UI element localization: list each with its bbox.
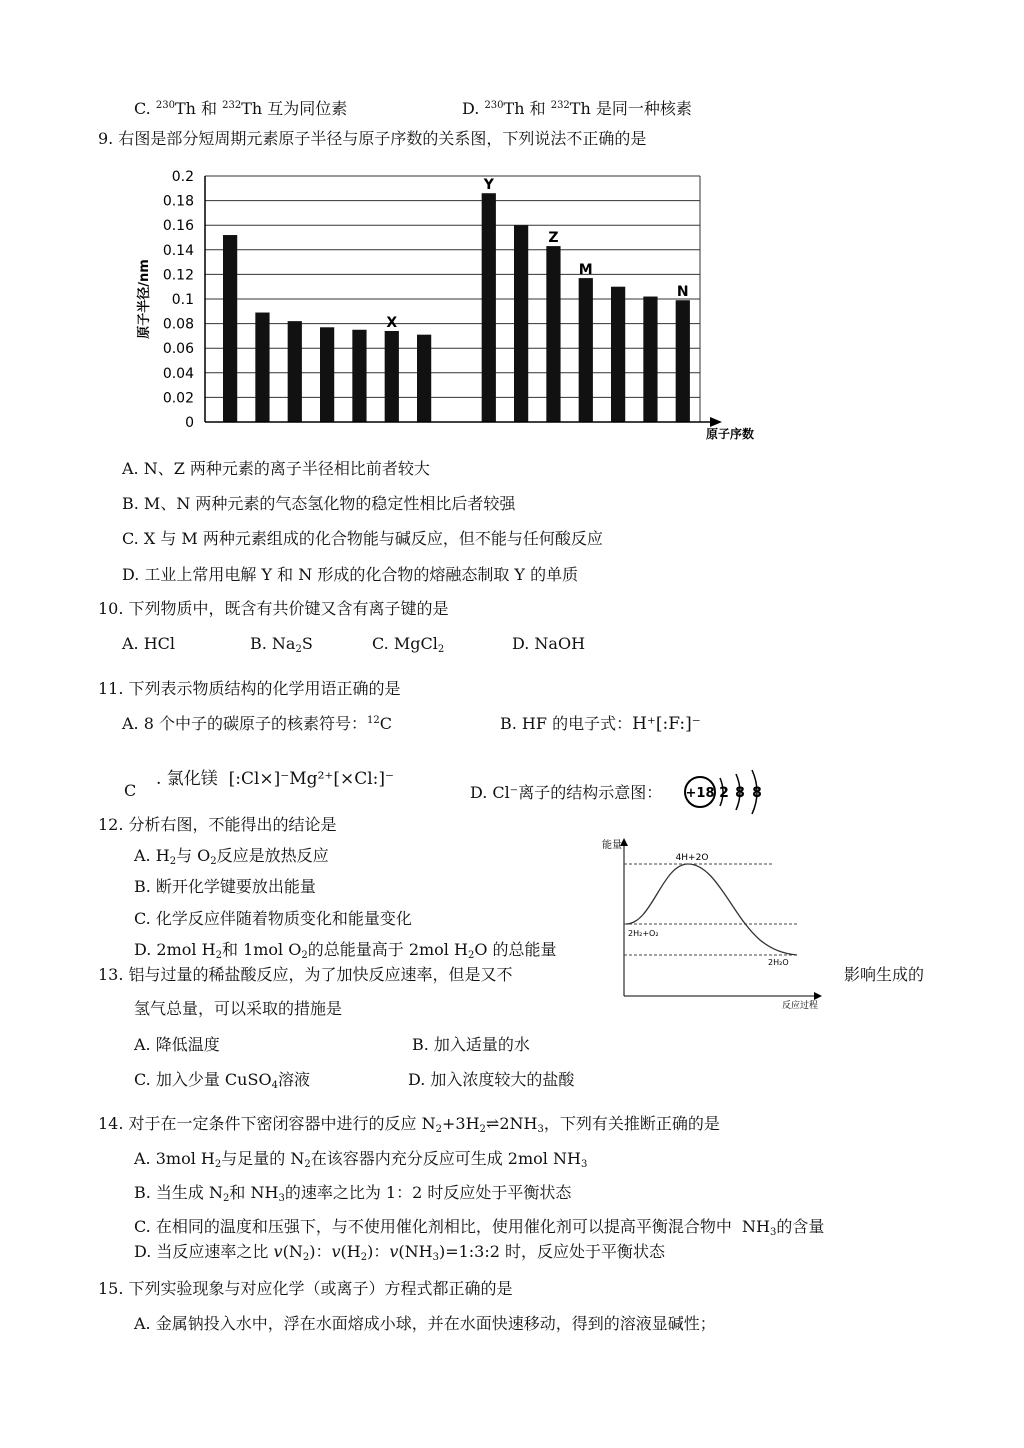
shell-electrons-3: 8 [752,785,762,801]
q12-stem: 12. 分析右图，不能得出的结论是 [98,815,337,834]
hf-electron-formula: H⁺[:F:]⁻ [632,714,701,734]
bar-11 [546,246,560,422]
q10-option-a: A. HCl [122,634,176,653]
atomic-radius-chart [130,166,770,446]
y-tick-label: 0.08 [162,316,194,333]
q8-option-d: D. $^{230}$Th 和 $^{232}$Th 是同一种核素 [462,99,692,118]
bar-5 [352,330,366,422]
bar-15 [676,300,690,422]
q12-option-d: D. 2mol $H_2$和 1mol $O_2$的总能量高于 2mol $H_2O$ 的总能量 [134,940,557,961]
bar-6 [385,331,399,422]
bar-label-y: Y [483,177,494,194]
bar-label-m: M [578,262,593,279]
q11-option-b: B. HF 的电子式：H⁺[:F:]⁻ [500,714,701,734]
q10-option-b: B. $Na_2S$ [250,634,313,655]
q13-stem-line2: 氢气总量，可以采取的措施是 [134,999,343,1018]
q13-stem-left: 13. 铝与过量的稀盐酸反应，为了加快反应速率，但是又不 [98,965,513,984]
process-axis-arrow [814,992,822,1000]
bar-9 [482,193,496,422]
x-axis-arrow [710,417,722,427]
y-tick-label: 0.18 [162,193,194,210]
product-label: 2H₂O [768,958,789,967]
bar-12 [579,278,593,422]
bar-10 [514,225,528,422]
q9-option-b: B. M、N 两种元素的气态氢化物的稳定性相比后者较强 [122,494,516,513]
energy-curve [626,864,797,955]
q15-option-a: A. 金属钠投入水中，浮在水面熔成小球，并在水面快速移动，得到的溶液显碱性； [134,1314,716,1333]
q10-option-c: C. MgCl$_2$ [372,634,445,655]
q13-stem-right: 影响生成的 [844,965,925,984]
energy-profile-diagram [592,836,832,1014]
bar-label-x: X [386,314,398,331]
bar-7 [417,335,431,422]
shell-electrons-1: 2 [719,785,729,801]
q11-option-c-label: C [124,781,137,800]
bar-2 [255,313,269,422]
q9-option-d: D. 工业上常用电解 Y 和 N 形成的化合物的熔融态制取 Y 的单质 [122,565,579,584]
q9-option-a: A. N、Z 两种元素的离子半径相比前者较大 [122,459,430,478]
bar-14 [643,297,657,422]
y-tick-label: 0.1 [171,292,194,308]
q12-option-b: B. 断开化学键要放出能量 [134,877,316,896]
bar-label-n: N [676,284,689,301]
y-tick-label: 0 [185,415,194,431]
shell-electrons-2: 8 [735,785,745,801]
q15-stem: 15. 下列实验现象与对应化学（或离子）方程式都正确的是 [98,1279,513,1298]
q14-stem: 14. 对于在一定条件下密闭容器中进行的反应 $N_2+3H_2\rightleftharpoons 2NH_3$，下列有关推断正确的是 [98,1114,720,1135]
bar-4 [320,327,334,422]
nucleus-charge: +18 [685,786,715,801]
q11-stem: 11. 下列表示物质结构的化学用语正确的是 [98,679,401,698]
y-tick-label: 0.04 [162,365,194,382]
reactant-label: 2H₂+O₂ [628,929,659,938]
q8-option-c: C. $^{230}$Th 和 $^{232}$Th 互为同位素 [134,99,348,118]
q14-option-d: D. 当反应速率之比 $v(N_2)$：$v(H_2)$：$v(NH_3)=1:3:2$ 时，反应处于平衡状态 [134,1242,666,1263]
q9-stem: 9. 右图是部分短周期元素原子半径与原子序数的关系图，下列说法不正确的是 [98,129,647,148]
energy-axis-label: 能量 [602,840,622,851]
q13-option-c: C. 加入少量 CuSO$_4$溶液 [134,1070,310,1091]
q12-option-c: C. 化学反应伴随着物质变化和能量变化 [134,909,412,928]
q13-option-d: D. 加入浓度较大的盐酸 [408,1070,575,1089]
q11-option-c: . 氯化镁 [:Cl×]⁻Mg²⁺[×Cl:]⁻ [156,769,395,789]
mgcl2-electron-formula: [:Cl×]⁻Mg²⁺[×Cl:]⁻ [228,769,395,789]
q13-option-b: B. 加入适量的水 [412,1035,530,1054]
bar-13 [611,287,625,422]
bar-label-z: Z [548,230,559,247]
y-tick-label: 0.14 [162,242,194,259]
y-tick-label: 0.06 [162,341,194,358]
q10-option-d: D. NaOH [512,634,586,653]
y-tick-label: 0.16 [162,218,194,235]
q14-option-a: A. 3mol $H_2$与足量的 $N_2$在该容器内充分反应可生成 2mol $NH_3$ [134,1149,588,1170]
q12-option-a: A. $H_2$与 $O_2$反应是放热反应 [134,846,329,867]
q14-option-b: B. 当生成 $N_2$和 $NH_3$的速率之比为 1：2 时反应处于平衡状态 [134,1183,572,1204]
q10-stem: 10. 下列物质中，既含有共价键又含有离子键的是 [98,599,449,618]
q14-option-c: C. 在相同的温度和压强下，与不使用催化剂相比，使用催化剂可以提高平衡混合物中 $NH_3$的含量 [134,1217,825,1238]
x-axis-label: 原子序数 [705,427,755,441]
q11-option-d: D. Cl⁻离子的结构示意图： [470,783,663,802]
y-axis-label: 原子半径/nm [137,259,152,339]
cl-ion-structure-diagram [678,766,788,822]
y-tick-label: 0.2 [171,169,194,185]
y-tick-label: 0.12 [162,267,194,284]
q11-option-a: A. 8 个中子的碳原子的核素符号：$^{12}$C [122,714,392,733]
process-axis-label: 反应过程 [781,1001,819,1011]
q9-option-c: C. X 与 M 两种元素组成的化合物能与碱反应，但不能与任何酸反应 [122,529,603,548]
transition-label: 4H+2O [675,853,709,863]
bar-1 [223,235,237,422]
q13-option-a: A. 降低温度 [134,1035,220,1054]
y-tick-label: 0.02 [162,390,194,407]
bar-3 [288,321,302,422]
